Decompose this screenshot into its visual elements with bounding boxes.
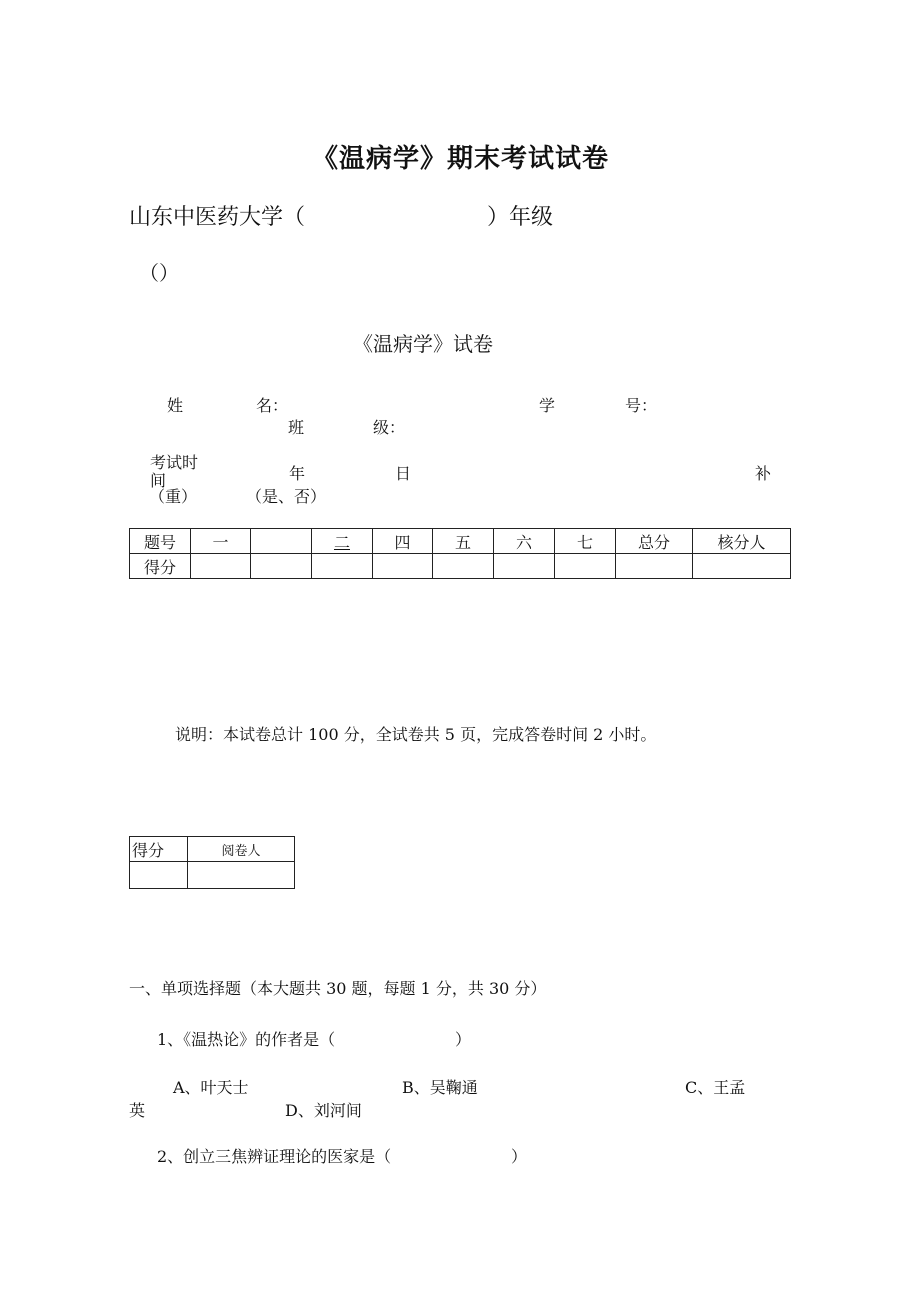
header-section-5: 五 (433, 529, 494, 554)
exam-time-label: 考试时 (150, 453, 199, 472)
exam-time-label-cut: 间 (150, 471, 167, 490)
name-label-char2: 名： (256, 396, 289, 415)
exam-title: 《温病学》期末考试试卷 (312, 144, 610, 174)
score-cell[interactable] (373, 554, 433, 579)
header-section-2 (251, 529, 312, 554)
question-1-option-c-continued: 英 (129, 1101, 146, 1120)
question-1-option-c[interactable]: C、王孟 (685, 1078, 746, 1097)
score-cell[interactable] (555, 554, 616, 579)
student-id-label-char1: 学 (539, 396, 556, 415)
day-label: 日 (395, 464, 412, 483)
question-1-stem: 1、《温热论》的作者是（ (157, 1030, 336, 1049)
score-cell[interactable] (433, 554, 494, 579)
grader-score-label: 得分 (130, 837, 188, 862)
yes-no-label: （是、否） (246, 487, 327, 506)
score-cell[interactable] (251, 554, 312, 579)
score-cell[interactable] (693, 554, 791, 579)
question-2-stem: 2、创立三焦辨证理论的医家是（ (157, 1147, 392, 1166)
header-section-3 (312, 529, 373, 554)
score-table (129, 528, 791, 579)
retake-label: （重） (149, 487, 198, 506)
grader-label: 阅卷人 (188, 837, 295, 862)
name-label-char1: 姓 (167, 396, 184, 415)
paren-blank: （） (139, 261, 179, 285)
header-section-4: 四 (373, 529, 433, 554)
header-section-1: 一 (191, 529, 251, 554)
student-id-label-char2: 号： (625, 396, 658, 415)
grader-name-cell[interactable] (188, 862, 295, 889)
score-cell[interactable] (191, 554, 251, 579)
header-question-no: 题号 (130, 529, 191, 554)
class-label-char2: 级： (373, 418, 406, 437)
header-section-6: 六 (494, 529, 555, 554)
grader-table-header-row (130, 837, 295, 862)
grader-score-cell[interactable] (130, 862, 188, 889)
university-name: 山东中医药大学（ (129, 205, 306, 230)
question-1-stem-end: ） (455, 1030, 472, 1049)
grader-table-input-row (130, 862, 295, 889)
question-1-option-a[interactable]: A、叶天士 (173, 1078, 249, 1097)
question-1-option-d[interactable]: D、刘河间 (285, 1101, 362, 1120)
header-total: 总分 (616, 529, 693, 554)
score-cell[interactable] (494, 554, 555, 579)
grader-table (129, 836, 295, 889)
header-section-3-text: 二 (333, 532, 350, 552)
score-cell[interactable] (616, 554, 693, 579)
question-2-stem-end: ） (511, 1147, 528, 1166)
class-label-char1: 班 (288, 418, 305, 437)
score-cell[interactable] (312, 554, 373, 579)
header-section-7: 七 (555, 529, 616, 554)
score-row-label: 得分 (130, 554, 191, 579)
section-1-heading: 一、单项选择题（本大题共 30 题，每题 1 分，共 30 分） (129, 979, 547, 998)
score-table-header-row (130, 529, 791, 554)
score-table-score-row (130, 554, 791, 579)
year-label: 年 (289, 464, 306, 483)
grade-suffix: ）年级 (487, 205, 554, 230)
makeup-exam-label: 补 (755, 464, 772, 483)
header-checker: 核分人 (693, 529, 791, 554)
exam-note: 说明：本试卷总计 100 分，全试卷共 5 页，完成答卷时间 2 小时。 (175, 725, 657, 744)
question-1-option-b[interactable]: B、吴鞠通 (402, 1078, 478, 1097)
exam-subtitle: 《温病学》试卷 (353, 332, 493, 356)
